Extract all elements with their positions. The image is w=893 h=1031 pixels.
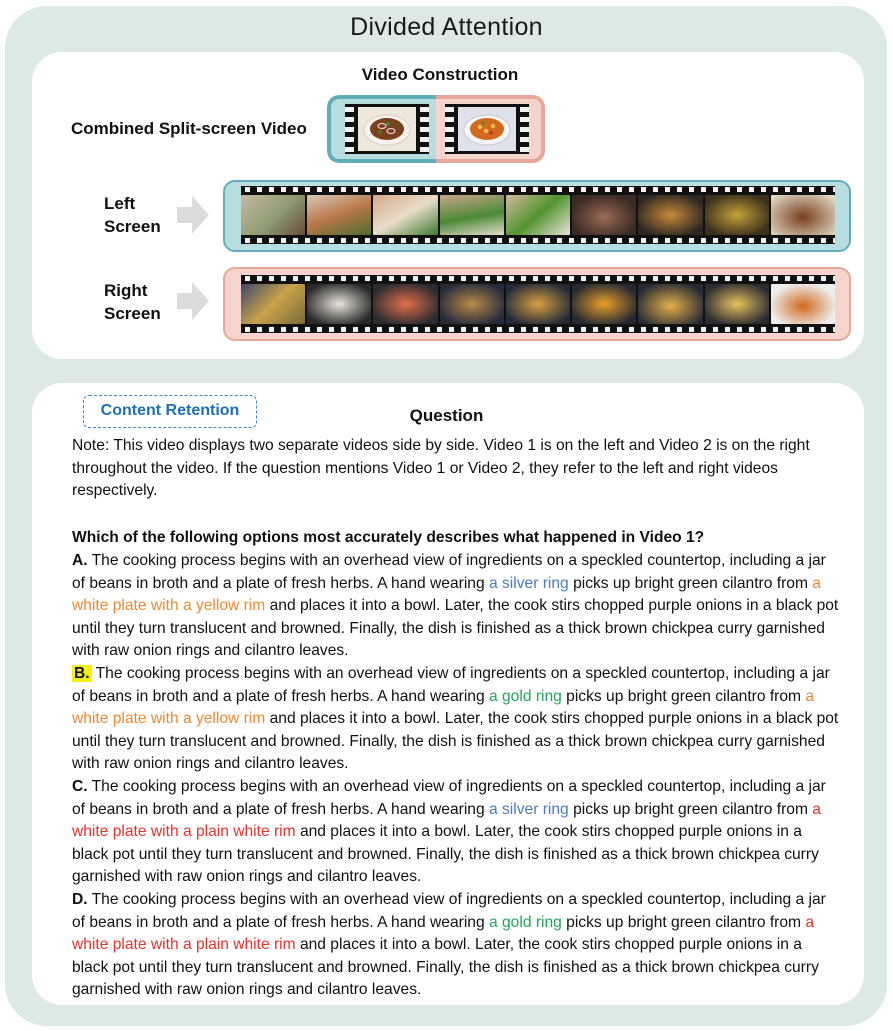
left-frame-2: [307, 195, 371, 235]
left-frame-9: [771, 195, 835, 235]
option-letter: A.: [72, 552, 88, 569]
option-text: and places it into a bowl. Later, the cook stirs chopped purple onions in a black pot until they turn translucent and browned. Finally, the dish is finished as a thick brown chickpea curry garnished with raw onion rings and cilantro leaves.: [72, 597, 839, 660]
right-frame-5: [506, 284, 570, 324]
left-frame-8: [705, 195, 769, 235]
left-video-thumbnail: [345, 104, 429, 154]
question-note: Note: This video displays two separate videos side by side. Video 1 is on the left and Video 2 is on the right throughout the video. If the question mentions Video 1 or Video 2, they refer to the left and right videos respectively.: [72, 437, 810, 500]
option-text: picks up bright green cilantro from: [568, 800, 813, 818]
left-frame-3: [373, 195, 437, 235]
option-letter-highlighted: B.: [74, 664, 90, 682]
options-list: [72, 550, 842, 1002]
left-screen-frames: [241, 195, 835, 235]
question-title: Question: [409, 406, 484, 425]
video-construction-title: Video Construction: [361, 65, 519, 84]
right-video-thumbnail: [445, 104, 529, 154]
right-screen-frames: [241, 284, 835, 324]
left-screen-label: Left Screen: [104, 194, 161, 236]
content-retention-tag: Content Retention: [83, 395, 257, 428]
option-text: The cooking process begins with an overhead view of ingredients on a speckled countertop, including a jar of beans in broth and a plate of fresh herbs. A hand wearing: [72, 777, 826, 818]
option-text: picks up bright green cilantro from: [561, 687, 806, 705]
option-text: picks up bright green cilantro from: [568, 574, 813, 592]
option-text: and places it into a bowl. Later, the cook stirs chopped purple onions in a black pot until they turn translucent and browned. Finally, the dish is finished as a thick brown chickpea curry garnished with raw onion rings and cilantro leaves.: [72, 710, 839, 773]
right-frame-6: [572, 284, 636, 324]
option-text: and places it into a bowl. Later, the cook stirs chopped purple onions in a black pot until they turn translucent and browned. Finally, the dish is finished as a thick brown chickpea curry garnished with raw onion rings and cilantro leaves.: [72, 936, 819, 999]
ring-phrase: a silver ring: [489, 800, 569, 818]
plate-phrase: a white plate with a yellow rim: [72, 574, 821, 615]
option-text: The cooking process begins with an overhead view of ingredients on a speckled countertop, including a jar of beans in broth and a plate of fresh herbs. A hand wearing: [72, 890, 826, 931]
option-letter: C.: [72, 777, 88, 795]
option-b[interactable]: [72, 663, 842, 776]
option-letter: D.: [72, 890, 88, 908]
left-frame-1: [241, 195, 305, 235]
ring-phrase: a silver ring: [489, 574, 569, 592]
left-frame-7: [638, 195, 702, 235]
option-text: and places it into a bowl. Later, the cook stirs chopped purple onions in a black pot until they turn translucent and browned. Finally, the dish is finished as a thick brown chickpea curry garnished with raw onion rings and cilantro leaves.: [72, 823, 819, 886]
right-frame-8: [705, 284, 769, 324]
ring-phrase: a gold ring: [489, 687, 562, 705]
right-frame-3: [373, 284, 437, 324]
question-prompt: Which of the following options most accurately describes what happened in Video 1?: [72, 529, 705, 546]
option-c[interactable]: [72, 776, 842, 889]
combined-split-screen-video: [327, 95, 545, 163]
right-frame-2: [307, 284, 371, 324]
right-frame-7: [638, 284, 702, 324]
option-text: The cooking process begins with an overhead view of ingredients on a speckled countertop, including a jar of beans in broth and a plate of fresh herbs. A hand wearing: [72, 664, 830, 705]
right-screen-arrow-icon: [177, 282, 209, 320]
option-text: picks up bright green cilantro from: [561, 913, 806, 931]
main-title: Divided Attention: [350, 13, 543, 41]
right-screen-filmstrip: [241, 275, 835, 333]
right-frame-1: [241, 284, 305, 324]
plate-phrase: a white plate with a plain white rim: [72, 800, 821, 841]
plate-phrase: a white plate with a yellow rim: [72, 687, 815, 728]
ring-phrase: a gold ring: [489, 913, 562, 931]
left-screen-arrow-icon: [177, 196, 209, 234]
right-screen-label: Right Screen: [104, 281, 161, 323]
combined-video-label: Combined Split-screen Video: [71, 119, 307, 138]
chickpea-bowl-image: [458, 107, 516, 151]
curry-bowl-image: [358, 107, 416, 151]
option-text: The cooking process begins with an overhead view of ingredients on a speckled countertop, including a jar of beans in broth and a plate of fresh herbs. A hand wearing: [72, 552, 826, 592]
left-screen-filmstrip: [241, 186, 835, 244]
option-a[interactable]: [72, 550, 842, 663]
option-d[interactable]: [72, 889, 842, 1002]
left-frame-5: [506, 195, 570, 235]
right-frame-4: [440, 284, 504, 324]
plate-phrase: a white plate with a plain white rim: [72, 913, 815, 954]
left-frame-4: [440, 195, 504, 235]
right-frame-9: [771, 284, 835, 324]
left-frame-6: [572, 195, 636, 235]
